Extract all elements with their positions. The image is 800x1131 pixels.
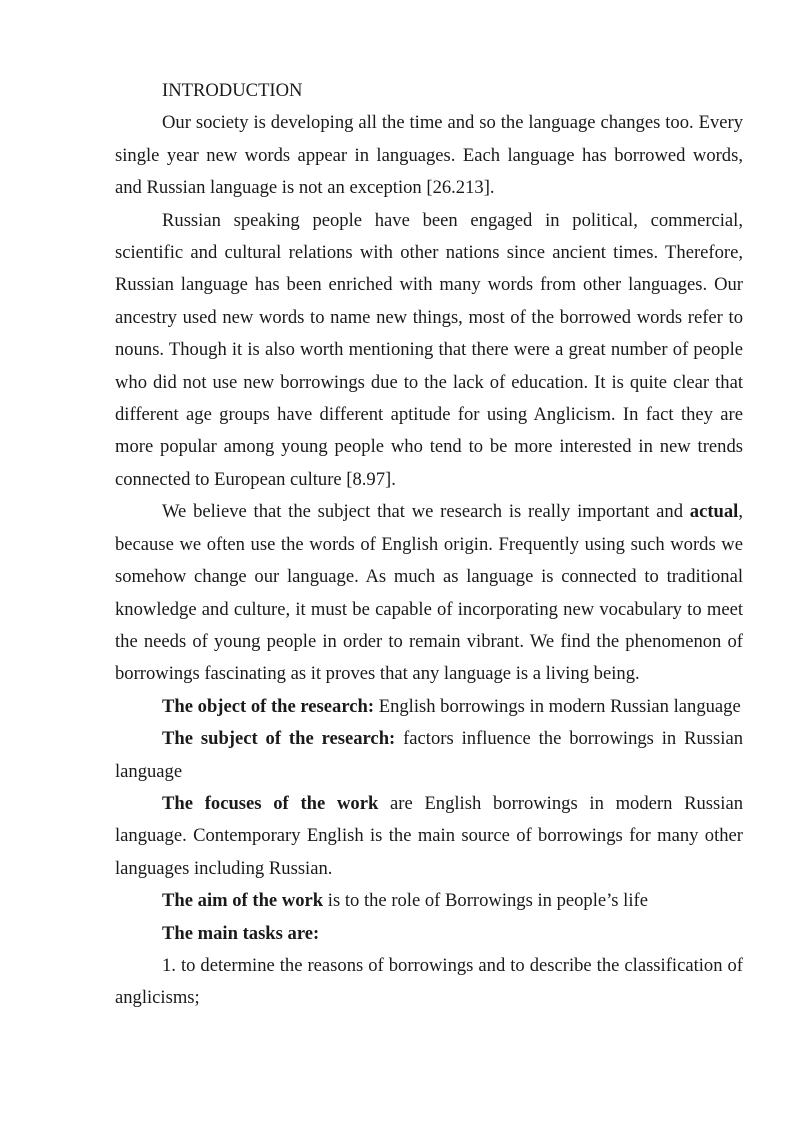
paragraph-2: Russian speaking people have been engaged in political, commercial, scientific and cultural relations with other nations since ancient times. Therefore, Russian language has been enriched with many words from other languages. Our ancestry used new words to name new things, most of the borrowed words refer to nouns. Though it is also worth mentioning that there were a great number of people who did not use new borrowings due to the lack of education. It is quite clear that different age groups have different aptitude for using Anglicism. In fact they are more popular among young people who tend to be more interested in new trends connected to European culture [8.97]. — [115, 209, 743, 490]
subject-of-research — [115, 723, 743, 788]
object-label: The object of the research: — [162, 695, 375, 717]
aim-text: is to the role of Borrowings in people’s life — [323, 890, 648, 912]
paragraph-3-bold-term: actual — [689, 501, 739, 523]
tasks-heading — [115, 918, 743, 950]
focuses-text: are English borrowings in modern Russian language. Contemporary English is the main source of borrowings for many other languages including Russian. — [115, 792, 743, 879]
subject-text: factors influence the borrowings in Russian language — [115, 728, 743, 782]
paragraph-3-text-after: , because we often use the words of English origin. Frequently using such words we somehow change our language. As much as language is connected to traditional knowledge and culture, it must be capable of incorporating new vocabulary to meet the needs of young people in order to remain vibrant. We find the phenomenon of borrowings fascinating as it proves that any language is a living being. — [115, 501, 743, 685]
document-page — [115, 75, 743, 1015]
object-text: English borrowings in modern Russian language — [374, 695, 741, 717]
section-heading: INTRODUCTION — [162, 80, 303, 101]
aim-label: The aim of the work — [162, 890, 324, 912]
aim-of-work — [115, 885, 743, 917]
paragraph-1: Our society is developing all the time and so the language changes too. Every single year new words appear in languages. Each language has borrowed words, and Russian language is not an exception [26.213]. — [115, 112, 743, 199]
task-item-1: 1. to determine the reasons of borrowings and to describe the classification of anglicisms; — [115, 954, 743, 1009]
focuses-label: The focuses of the work — [162, 792, 379, 814]
paragraph-3-text-before: We believe that the subject that we research is really important and — [162, 501, 690, 523]
tasks-heading-label: The main tasks are: — [162, 922, 320, 944]
subject-label: The subject of the research: — [162, 728, 396, 750]
focuses-of-work — [115, 788, 743, 885]
object-of-research — [115, 691, 743, 723]
paragraph-3 — [115, 496, 743, 690]
